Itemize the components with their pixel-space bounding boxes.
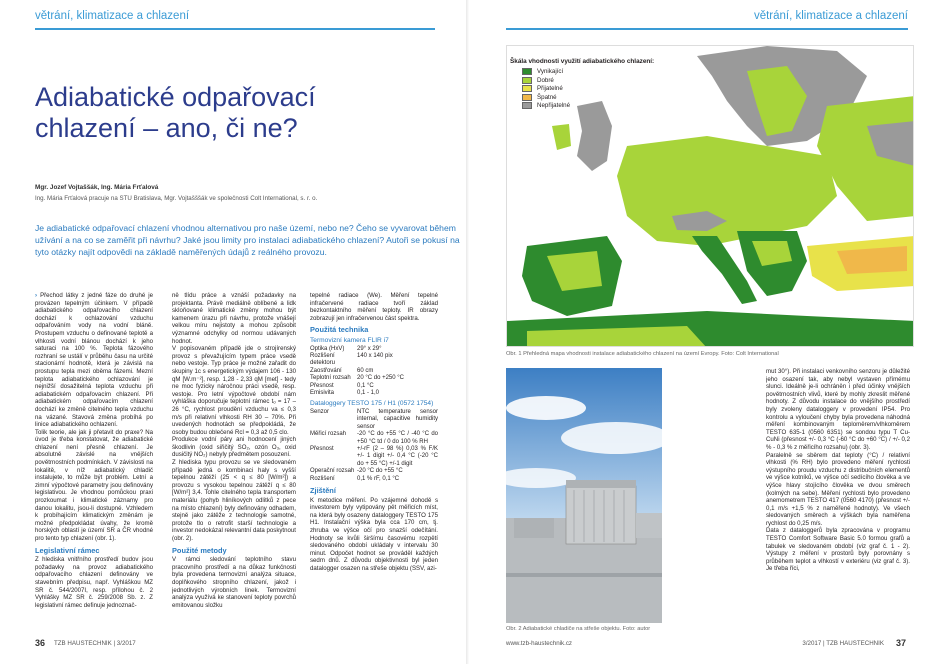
spec-key: Senzor [310, 409, 330, 415]
col4-p2: Paralelně se sběrem dat teploty (°C) / relativní vlhkosti (% RH) bylo provedeno měření rychlosti výstupního proudu vzduchu z distribučních elementů ve výšce kotníků, ve výšce očí sedícího člověka a ve výšce hlavy stojícího člověka ve dvou směrech (kolmých na sebe). Měření rychlosti bylo provedeno anemometrem TESTO 417 (0560 4170) (přesnost +/- 0,1 m/s +1,5 % z naměřené hodnoty). Ve všech sledovaných směrech a výškách byla naměřena rychlost do 0,25 m/s. [766, 451, 910, 527]
column-1: › Přechod látky z jedné fáze do druhé je provázen tepelným účinkem. V případě adiabatického odpařovacího chlazení dochází k ochlazování vzduchu odpařováním vody na vodní bláně. Prostupem vzduchu o definované teplotě a vlhkosti vodní blánou dochází k jeho saturaci na 100 %. Teplota fázového rozhraní se ustálí v průběhu času na určité stacionární hodnotě, která je závislá na prostupu tepla mezi oběma fázemi. Mezní teplota adiabatického ochlazování je nejnižší dosažitelná teplota vzduchu při adiabatickém odpařovacím chlazení. Při adiabatickém odpařovacím chlazení dochází ke změně citelného tepla vzduchu na vázané. Stavová změna probíhá po linice adiabatického ochlazení. Tolik teorie, ale jak ji přetavit do praxe? Na úvod je třeba konstatovat, že adiabatické chlazení není přesně chlazení. Je absolutně závislé na vnějších povětrnostních podmínkách. V závislosti na lokalitě, v níž adiabatický chladič instalujete, to může být problém. Letní a zimní výpočtové parametry jsou definovány legislativou. Je vhodnou pomůckou praxi prozkoumat i klimatické záznamy pro danou lokalitu, jsou-li dostupné. Vzhledem k probíhajícím klimatickým změnám je možné předpokládat úvahy, že kromě horských oblastí je území SR a ČR vhodné pro tento typ chlazení (obr. 1). Legislativní rámec Z hlediska vnitřního prostředí budov jsou požadavky na provoz adiabatického odpařovacího chlazení definovány ve stavebním předpisu, např. Vyhláškou MZ SR č. 544/2007I, resp. přílohou č. 2 Vyhlášky MZ SR č. 259/2008 Sb. z. Z legislativní rámec definuje jednoznač- [35, 292, 153, 609]
map-legend [510, 58, 705, 111]
spec-value: +/-rF (2 – 98 %) 0,03 % F/K +/- 1 digit +/- 0,4 °C (-20 °C do + 55 °C) +/-1 digit [357, 446, 438, 467]
footer-right: 3/2017 | TZB HAUSTECHNIK [802, 640, 884, 647]
map-caption: Obr. 1 Přehledná mapa vhodnosti instalace adiabatického chlazení na území Evropy. Foto: Colt International [506, 351, 779, 357]
spec-row [310, 446, 438, 468]
col4-p1: mut 30°). Při instalaci venkovního senzoru je důležité jeho osazení tak, aby nebyl vystaven přímému slunci. Ideálně je-li ochráněn i před účinky vnějších povětrnostních vlivů, které by mohly zkreslit měřené hodnoty. Z důvodu instalace do vnějšího prostředí byly zvoleny dataloggery v provedení IP54. Pro kontrolu a vyloučení chyby byla provedena náhodná měření kombinovaným teploměrem/vlhkoměrem TESTO 635-1 (0560 6351) se sondou typu T Cu-CuNi (přesnost +/- 0,3 °C (-60 °C do +60 °C) / +/- 0,2 % - 0,3 % z měřicího rozsahu) (obr. 3). [766, 368, 910, 451]
spec-key: Rozlišení [310, 475, 335, 482]
column-2 [172, 292, 296, 630]
legend-item [522, 94, 705, 101]
legend-item [522, 85, 705, 92]
footer-url: www.tzb-haustechnik.cz [506, 640, 573, 647]
spec-row [310, 390, 438, 397]
legend-label: Dobré [537, 76, 554, 84]
spec-table-datalogger [310, 409, 438, 483]
rooftop-photo [506, 368, 662, 623]
spec-row [310, 375, 438, 382]
article-affiliation: Ing. Mária Frťalová pracuje na STU Bratislava, Mgr. Vojtašššák ve společnosti Colt International, s. r. o. [35, 195, 318, 202]
spec-key: Měřicí rozsah [310, 431, 347, 438]
page-number-left: 36 [35, 638, 46, 648]
legend-swatch [522, 85, 532, 92]
column-4 [766, 368, 910, 634]
col3-sub-2: Dataloggery TESTO 175 / H1 (0572 1754) [310, 400, 434, 408]
spec-value: 140 x 140 pix [357, 352, 393, 359]
legend-items [510, 68, 705, 109]
spec-value: -20 °C do +55 °C / -40 °C do +50 °C td / 0 do 100 % RH [357, 431, 438, 445]
col2-p3: Produkce vodní páry ani hodnocení jiných škodlivin (oxid siřičitý SO₂, ozón O₃, oxid dusičitý NO₂) nebyly předmětem posouzení. [172, 436, 296, 459]
spec-value: -20 °C do +55 °C [357, 468, 403, 475]
column-3 [310, 292, 438, 630]
legend-swatch [522, 77, 532, 84]
spec-row [310, 383, 438, 390]
col2-p1: ně tlídu práce a vznáší požadavky na projektanta. Právě mediálně oblíbené a lidk skloňované klimatické změny mohou být kamenem úrazu při návrhu, protože vnášejí velkou míru nejistoty a mohou způsobit významné odchylky od normou udávaných hodnot. [172, 292, 296, 345]
col3-p2: K metodice měření. Po vzájemné dohodě s investorem byly vytipovány pět měřicích míst, na která byly osazeny dataloggery TESTO 175 H1. Instalační výška byla cca 170 cm, tj. zhruba ve výšce očí pro snazší odečítání. Hodnoty se kvůli širšímu časovému rozpětí sledovaného období ukládaly v intervalu 30 minut. Odpočet hodnot se prováděl každých sedm dnů. Z důvodu objektivnosti byl jeden datalogger osazen na střeše objektu (SSV, azi- [310, 496, 438, 572]
spec-value: 20 °C do +250 °C [357, 375, 404, 382]
spec-key: Teplotní rozsah [310, 375, 351, 382]
spec-value: 60 cm [357, 367, 374, 374]
col1-p3: Z hlediska vnitřního prostředí budov jsou požadavky na provoz adiabatického odpařovacího chlazení definovány ve stavebním předpisu, např. Vyhláškou MZ SR č. 544/2007I, resp. přílohou č. 2 Vyhlášky MZ SR č. 259/2008 Sb. z. Z legislativní rámec definuje jednoznač- [35, 556, 153, 609]
spec-row [310, 431, 438, 446]
spec-key: Emisivita [310, 390, 335, 396]
col3-sub-1: Termovizní kamera FLIR i7 [310, 336, 389, 344]
spec-value: 29° x 29° [357, 345, 382, 352]
spec-row [310, 346, 438, 353]
photo-caption: Obr. 2 Adiabatické chladiče na střeše objektu. Foto: autor [506, 626, 651, 632]
spec-key: Přesnost [310, 382, 334, 389]
spec-row [310, 468, 438, 475]
article-lead: Je adiabatické odpařovací chlazení vhodnou alternativou pro naše území, nebo ne? Čeho se vyvarovat během užívání a na co se zaměřit při návrhu? Jaké jsou limity pro instalaci adiabatického chlazení? Autoři se pokusí na tyto otázky najít odpovědi na základě naměřených údajů z reálného provozu. [35, 223, 460, 257]
legend-label: Nepřijatelné [537, 102, 571, 110]
article-title: Adiabatické odpařovací chlazení – ano, či ne? [35, 82, 316, 143]
legend-label: Přijatelné [537, 85, 563, 93]
spec-value: 0,1 °C [357, 382, 374, 389]
legend-item [522, 102, 705, 109]
section-header-left: větrání, klimatizace a chlazení [35, 10, 190, 22]
spec-value: 0,1 - 1,0 [357, 390, 380, 396]
legend-swatch [522, 102, 532, 109]
col1-p1: Přechod látky z jedné fáze do druhé je provázen tepelným účinkem. V případě adiabatického odpařovacího chlazení dochází k ochlazování vzduchu odpařováním vody na vodní bláně. Prostupem vzduchu o definované teplotě a vlhkosti vodní blánou dochází k jeho saturaci na 100 %. Teplota fázového rozhraní se ustálí v průběhu času na určité stacionární hodnotě, která je závislá na prostupu tepla mezi oběma fázemi. Mezní teplota adiabatického ochlazování je nejnižší dosažitelná teplota vzduchu při adiabatickém odpařovacím chlazení. Při adiabatickém odpařovacím chlazení dochází ke změně citelného tepla vzduchu na vázané. Stavová změna probíhá po linice adiabatického ochlazení. [35, 292, 153, 429]
legend-swatch [522, 68, 532, 75]
header-rule-right [506, 28, 908, 30]
col1-heading: Legislativní rámec [35, 545, 100, 555]
col2-p2: V popisovaném případě jde o strojírenský provoz s převažujícím typem práce vsedě nebo vestoje. Typ práce je možné zařadit do skupiny 1c s energetickým výdajem 106 - 130 qM [W.m⁻²], resp. 1,28 - 2,33 qM [met] - tedy ne moc fyzicky náročnou práci vsedě, resp. vestoje. Pro letní výpočtové období nám vyhláška doporučuje teplotní rámec tₒ = 17 – 26 °C, rychlost proudění vzduchu va ≤ 0,3 m/s při relativní vlhkosti RH 30 – 70%. Při uvedených hodnotách se předpokládá, že osoby budou oblečené Rcl = 0,3 až 0,5 clo. [172, 345, 296, 436]
spec-row [310, 368, 438, 375]
spec-key: Optika (HxV) [310, 345, 345, 352]
spec-value: NTC temperature sensor internal, capacitive humidity sensor [357, 409, 438, 430]
col3-p1: tepelné radiace (We). Měření tepelné infračervené radiace tvoří základ bezkontaktního měření teploty. IR obrazy zobrazují jen infračervenou část spektra. [310, 292, 438, 322]
legend-item [522, 77, 705, 84]
article-authors: Mgr. Jozef Vojtaššák, Ing. Mária Frťalová [35, 184, 159, 191]
page-number-right: 37 [895, 638, 906, 648]
col3-heading-1: Použitá technika [310, 325, 369, 335]
spec-row [310, 409, 438, 431]
legend-item [522, 68, 705, 75]
col3-heading-2: Zjištění [310, 486, 336, 496]
spec-key: Přesnost [310, 446, 334, 453]
col2-heading: Použité metody [172, 545, 227, 555]
header-rule-left [35, 28, 435, 30]
section-header-right: větrání, klimatizace a chlazení [753, 10, 908, 22]
spec-value: 0,1 % rF, 0,1 °C [357, 475, 400, 482]
col4-p3: Data z dataloggerů byla zpracována v programu TESTO Comfort Software Basic 5.0 formou grafů a tabulek ve sledovaném období (viz graf č. 1 - 2). Výstupy z měření v prostorů byly porovnány s průběhem teplot a vlhkostí v exteriéru (viz graf č. 3). Je třeba říci, [766, 527, 910, 573]
footer-left: TZB HAUSTECHNIK | 3/2017 [54, 640, 136, 647]
spec-key: Rozlišení detektoru [310, 352, 336, 367]
legend-swatch [522, 94, 532, 101]
legend-label: Vynikající [537, 68, 564, 75]
spec-key: Operační rozsah [310, 468, 355, 475]
legend-label: Špatné [537, 93, 557, 101]
col2-p4: Z hlediska typu provozu se ve sledovaném případě jedná o kombinaci haly s vyšší tepelnou zátěží (25 < q ≤ 80 [W/m²]) a provozu s vysokou tepelnou zátěží q ≤ 80 [W/m²] 3,4. Tohle citelného tepla transportem materiálu (pohyb hliníkových odlitků z pece na místo chlazení) byly definovány odhadem, stejně jako zátěže z technologie samotné, protože tlo o retrofit starší technologie a investor nedokázal relevantní data poskytnout (obr. 2). [172, 459, 296, 542]
rooftop-photo-graphic [506, 368, 662, 623]
spec-table-camera [310, 346, 438, 398]
col2-p5: V rámci sledování teplotního stavu pracovního prostředí a na důkaz funkčnosti byla provedena termovizní analýza situace, doplňkového stropního chlazení, jakož i jednotlivých výrobních linek. Termovizní analýza využívá ke stanovení teploty povrchů emitovanou složku [172, 556, 296, 609]
legend-title: Škála vhodnosti využití adiabatického chlazení: [510, 58, 655, 65]
spec-row [310, 476, 438, 483]
col1-p2: Tolik teorie, ale jak ji přetavit do praxe? Na úvod je třeba konstatovat, že adiabatické chlazení není přesně chlazení. Je absolutně závislé na vnějších povětrnostních podmínkách. V závislosti na lokalitě, v níž adiabatický chladič instalujete, to může být problém. Letní a zimní výpočtové parametry jsou definovány legislativou. Je vhodnou pomůckou praxi prozkoumat i klimatické záznamy pro danou lokalitu, jsou-li dostupné. Vzhledem k probíhajícím klimatickým změnám je možné předpokládat úvahy, že kromě horských oblastí je území SR a ČR vhodné pro tento typ chlazení (obr. 1). [35, 428, 153, 542]
spec-row [310, 353, 438, 368]
spec-key: Zaostřování [310, 367, 342, 374]
